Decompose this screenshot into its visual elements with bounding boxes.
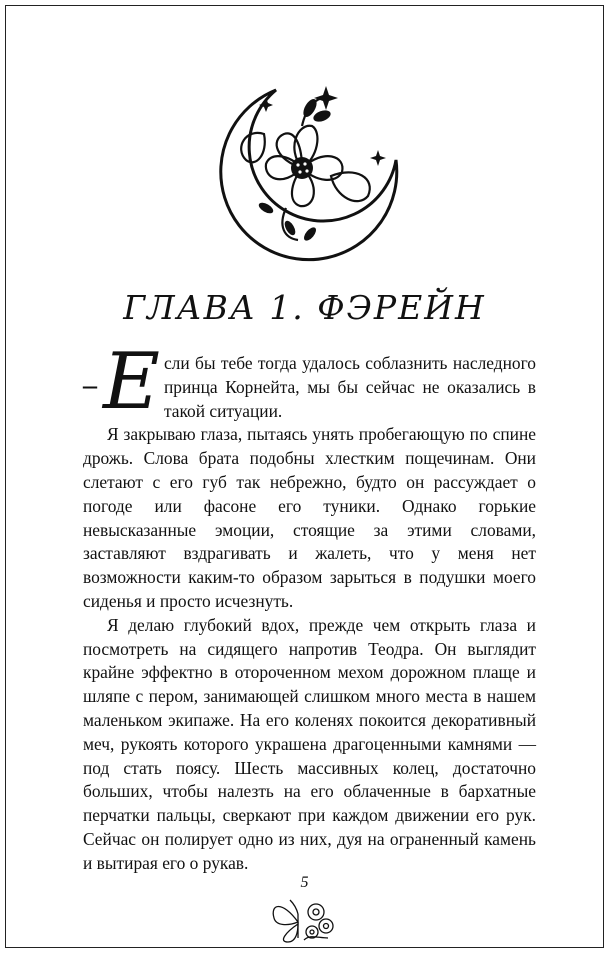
book-page [5,5,604,948]
paragraph-1 [83,337,536,427]
butterfly-flower-icon [268,894,340,946]
chapter-body [83,337,536,876]
crescent-moon-flower-icon [206,68,411,268]
dialogue-dash: – [83,370,97,401]
page-number: 5 [300,874,309,891]
paragraph-2: Я закрываю глаза, пытаясь унять пробегающую по спине дрожь. Слова брата подобны хлестким пощечинам. Они слетают с его губ так небрежно, будто он рассуждает о погоде или фасоне его туники. Однако горькие невысказанные эмоции, стоящие за этими словами, заставляют вздрагивать и жалеть, что у меня нет возможности каким-то образом зарыться в подушки моего сиденья и просто исчезнуть. [83,424,536,611]
drop-cap: Е [103,337,160,427]
chapter-title: ГЛАВА 1. ФЭРЕЙН [123,288,486,327]
paragraph-1-text: сли бы тебе тогда удалось соблазнить наследного принца Корнейта, мы бы сейчас не оказались в такой ситуации. [163,353,536,421]
paragraph-3: Я делаю глубокий вдох, прежде чем открыть глаза и посмотреть на сидящего напротив Теодра. Он выглядит крайне эффектно в отороченном мехом дорожном плаще и шляпе с пером, занимающей слишком много места в нашем маленьком экипаже. На его коленях покоится декоративный меч, рукоять которого украшена драгоценными камнями — под стать поясу. Шесть массивных колец, достаточно больших, чтобы налезть на его облаченные в бархатные перчатки пальцы, сверкают при каждом движении его рук. Сейчас он полирует одно из них, дуя на ограненный камень и вытирая его о рукав. [83,614,536,873]
